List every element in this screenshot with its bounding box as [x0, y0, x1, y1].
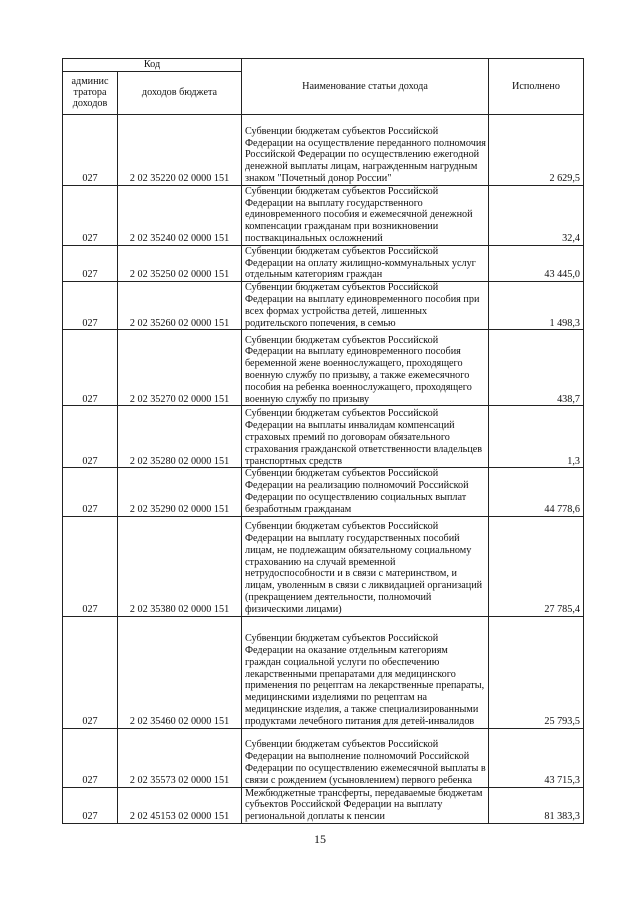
income-name-cell: Субвенции бюджетам субъектов Российской Федерации на выплату государственного единовременного пособия и ежемесячной денежной компенсации гражданам при возникновении поствакцинальных осложнений [242, 185, 489, 245]
executed-value-cell: 44 778,6 [489, 468, 584, 516]
budget-code-cell: 2 02 35240 02 0000 151 [118, 185, 242, 245]
executed-value-cell: 2 629,5 [489, 114, 584, 185]
income-name-cell: Межбюджетные трансферты, передаваемые бюджетам субъектов Российской Федерации на выплату региональной доплаты к пенсии [242, 787, 489, 823]
budget-table-container [62, 58, 583, 824]
executed-value-cell: 25 793,5 [489, 616, 584, 728]
budget-code-cell: 2 02 35290 02 0000 151 [118, 468, 242, 516]
executed-value-cell: 1 498,3 [489, 282, 584, 330]
header-admin: админис тратора доходов [63, 71, 118, 114]
table-row [63, 282, 584, 330]
executed-value-cell: 43 715,3 [489, 728, 584, 787]
budget-code-cell: 2 02 45153 02 0000 151 [118, 787, 242, 823]
income-name-cell: Субвенции бюджетам субъектов Российской Федерации на выплату единовременного пособия беременной жене военнослужащего, проходящего военную службу по призыву, а также ежемесячного пособия на ребенка военнослужащего, проходящего военную службу по призыву [242, 330, 489, 406]
page-number: 15 [314, 832, 326, 846]
income-name-cell: Субвенции бюджетам субъектов Российской Федерации на выполнение полномочий Российской Федерации по осуществлению ежемесячной выплаты в связи с рождением (усыновлением) первого ребенка [242, 728, 489, 787]
table-row [63, 728, 584, 787]
budget-code-cell: 2 02 35380 02 0000 151 [118, 516, 242, 616]
admin-code-cell: 027 [63, 787, 118, 823]
admin-code-cell: 027 [63, 330, 118, 406]
header-executed: Исполнено [489, 59, 584, 115]
admin-code-cell: 027 [63, 282, 118, 330]
budget-code-cell: 2 02 35220 02 0000 151 [118, 114, 242, 185]
table-row [63, 330, 584, 406]
table-row [63, 114, 584, 185]
table-row [63, 468, 584, 516]
admin-code-cell: 027 [63, 406, 118, 468]
header-kod: Код [63, 59, 242, 72]
executed-value-cell: 32,4 [489, 185, 584, 245]
admin-code-cell: 027 [63, 516, 118, 616]
executed-value-cell: 1,3 [489, 406, 584, 468]
income-name-cell: Субвенции бюджетам субъектов Российской Федерации на реализацию полномочий Российской Федерации по осуществлению социальных выплат безработным гражданам [242, 468, 489, 516]
header-name: Наименование статьи дохода [242, 59, 489, 115]
admin-code-cell: 027 [63, 245, 118, 281]
table-row [63, 406, 584, 468]
income-name-cell: Субвенции бюджетам субъектов Российской Федерации на оплату жилищно-коммунальных услуг отдельным категориям граждан [242, 245, 489, 281]
table-row [63, 616, 584, 728]
executed-value-cell: 27 785,4 [489, 516, 584, 616]
table-row [63, 787, 584, 823]
executed-value-cell: 43 445,0 [489, 245, 584, 281]
budget-code-cell: 2 02 35260 02 0000 151 [118, 282, 242, 330]
table-row [63, 185, 584, 245]
table-row [63, 516, 584, 616]
income-name-cell: Субвенции бюджетам субъектов Российской Федерации на выплаты инвалидам компенсаций страховых премий по договорам обязательного страхования гражданской ответственности владельцев транспортных средств [242, 406, 489, 468]
executed-value-cell: 438,7 [489, 330, 584, 406]
admin-code-cell: 027 [63, 468, 118, 516]
budget-code-cell: 2 02 35573 02 0000 151 [118, 728, 242, 787]
executed-value-cell: 81 383,3 [489, 787, 584, 823]
budget-code-cell: 2 02 35460 02 0000 151 [118, 616, 242, 728]
header-row-top [63, 59, 584, 72]
header-doxod: доходов бюджета [118, 71, 242, 114]
table-row [63, 245, 584, 281]
income-name-cell: Субвенции бюджетам субъектов Российской Федерации на выплату государственных пособий лицам, не подлежащим обязательному социальному страхованию на случай временной нетрудоспособности и в связи с материнством, и лицам, уволенным в связи с ликвидацией организаций (прекращением деятельности, полномочий физическими лицами) [242, 516, 489, 616]
budget-code-cell: 2 02 35250 02 0000 151 [118, 245, 242, 281]
income-name-cell: Субвенции бюджетам субъектов Российской Федерации на оказание отдельным категориям граждан социальной услуги по обеспечению лекарственными препаратами для медицинского применения по рецептам на лекарственные препараты, медицинскими изделиями по рецептам на медицинские изделия, а также специализированными продуктами лечебного питания для детей-инвалидов [242, 616, 489, 728]
budget-income-table [62, 58, 584, 824]
admin-code-cell: 027 [63, 114, 118, 185]
admin-code-cell: 027 [63, 616, 118, 728]
budget-code-cell: 2 02 35280 02 0000 151 [118, 406, 242, 468]
income-name-cell: Субвенции бюджетам субъектов Российской Федерации на осуществление переданного полномочия Российской Федерации по осуществлению ежегодной денежной выплаты лицам, награжденным нагрудным знаком "Почетный донор России" [242, 114, 489, 185]
admin-code-cell: 027 [63, 185, 118, 245]
income-name-cell: Субвенции бюджетам субъектов Российской Федерации на выплату единовременного пособия при всех формах устройства детей, лишенных родительского попечения, в семью [242, 282, 489, 330]
budget-code-cell: 2 02 35270 02 0000 151 [118, 330, 242, 406]
admin-code-cell: 027 [63, 728, 118, 787]
